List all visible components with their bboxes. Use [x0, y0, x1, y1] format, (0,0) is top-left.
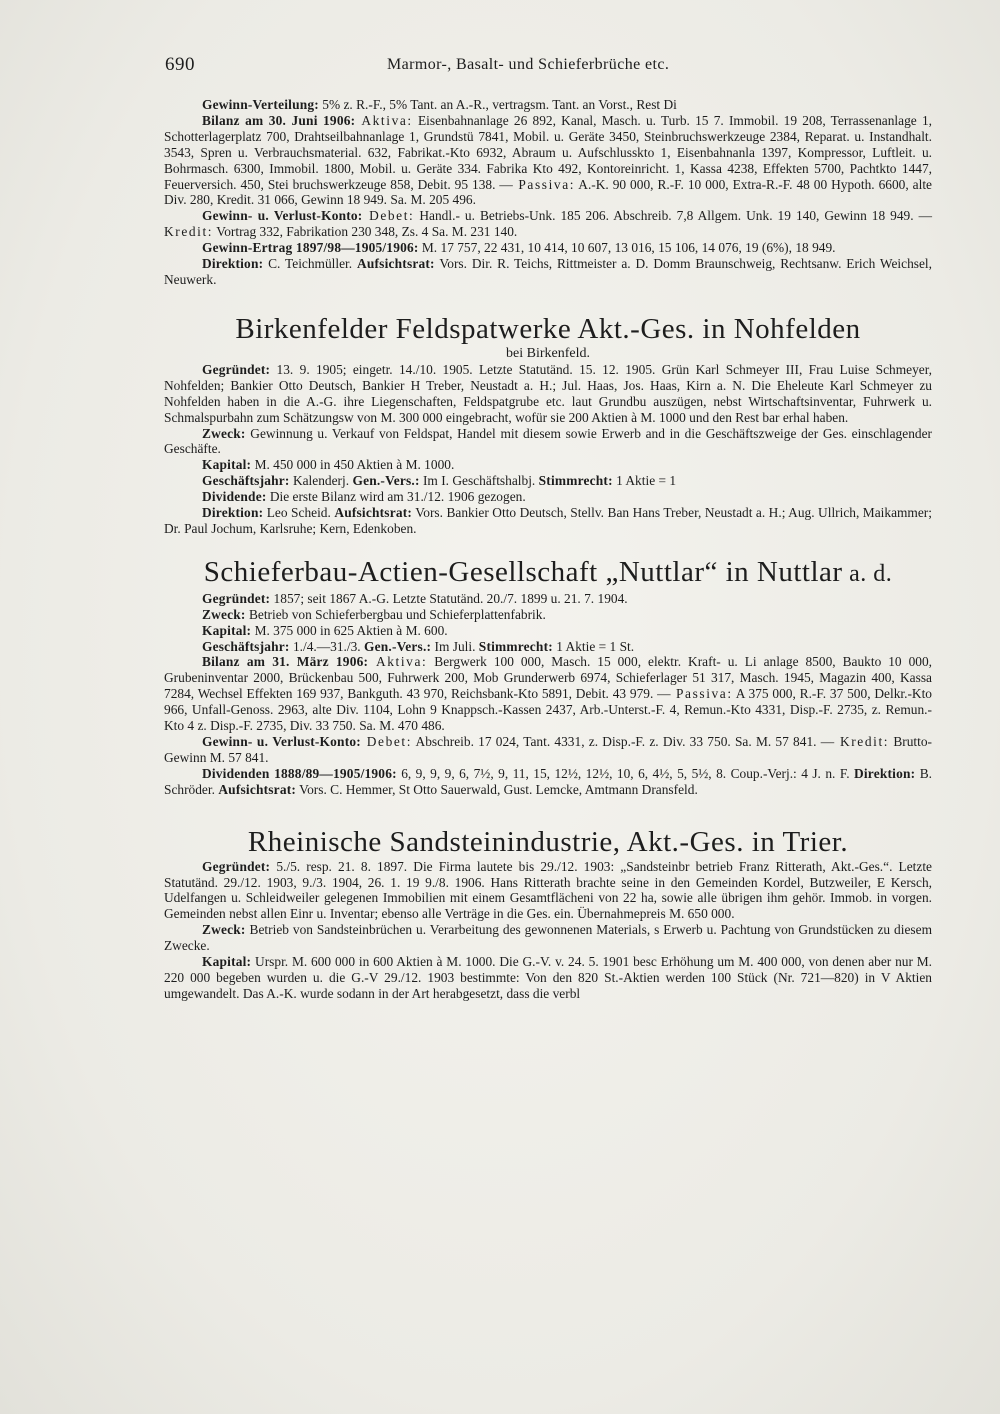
field-label: Gegründet: — [202, 361, 271, 377]
paragraph-purpose — [164, 922, 932, 954]
field-label: Aufsichtsrat: — [356, 256, 435, 272]
running-head: Marmor-, Basalt- und Schieferbrüche etc. — [387, 56, 670, 73]
entry-birkenfelder — [164, 312, 932, 537]
field-text: A.-K. 90 000, R.-F. 10 000, Extra-R.-F. 48 00 Hypoth. 6600, alte Div. 280, Kredit. 31 066, Gewinn 18 949. Sa. M. 205 496. — [164, 176, 932, 208]
field-text: Die erste Bilanz wird am 31./12. 1906 gezogen. — [266, 489, 526, 505]
field-label: Stimmrecht: — [478, 638, 553, 654]
field-text: 5./5. resp. 21. 8. 1897. Die Firma lautete bis 29./12. 1903: „Sandsteinbr betrieb Franz Ritterath, Akt.-Ges.“. Letzte Statutänd. 29./12. 1903, 9./3. 1904, 26. 1. 19 9./8. 1906. Hans Ritterath brachte seine in den Gemeinden Kordel, Butzweiler, E Kersch, Udelfangen u. Schleidweiler gelegenen Immobilien mit einem Gesamtflächeni von 22 ha, sowie alle übrigen ihm gehör. Immob. in vorgen. Gemeinden nebst allen Einr u. Inventar; ebenso alle Verträge in die Ges. ein. Übernahmepreis M. 650 000. — [164, 858, 932, 922]
paragraph-management — [164, 505, 932, 537]
entry-title: Rheinische Sandsteinindustrie, Akt.-Ges. in Trier. — [247, 825, 849, 858]
field-text: Betrieb von Schieferbergbau und Schieferplattenfabrik. — [245, 606, 546, 622]
entry-title-main: Schieferbau-Actien-Gesellschaft „Nuttlar“ in Nuttlar — [203, 555, 843, 588]
field-label: Zweck: — [202, 922, 246, 938]
field-text: M. 375 000 in 625 Aktien à M. 600. — [251, 622, 448, 638]
paragraph-profit-distribution — [164, 97, 932, 113]
field-text: 5% z. R.-F., 5% Tant. an A.-R., vertragsm. Tant. an Vorst., Rest Di — [318, 97, 677, 112]
field-label: Aufsichtsrat: — [334, 505, 413, 521]
field-label: Kapital: — [202, 457, 252, 473]
field-text: 13. 9. 1905; eingetr. 14./10. 1905. Letzte Statutänd. 15. 12. 1905. Grün Karl Schmeyer III, Frau Luise Schmeyer, Nohfelden; Bankier Otto Deutsch, Bankier H Treber, Neustadt a. H.; Jul. Haas, Jos. Haas, Kirn a. N. Die Eheleute Karl Schmeyer zu Nohfelden haben in die A.-G. ihre Liegenschaften, Feldspatgrube etc. laut Grundbu auszügen, nebst Wirtschaftsinventar, Fuhrwerk u. Schmalspurbahn zum Schätzungsw von M. 300 000 eingebracht, wofür sie 200 Aktien à M. 1000 und den Rest bar erhal haben. — [164, 361, 932, 425]
field-spaced: Debet: — [362, 208, 415, 224]
field-label: Gen.-Vers.: — [364, 638, 432, 654]
field-label: Gen.-Vers.: — [352, 473, 420, 489]
field-text: Leo Scheid. — [263, 505, 331, 521]
field-text: Im I. Geschäftshalbj. — [419, 473, 536, 489]
field-text: Im Juli. — [431, 638, 476, 654]
field-text: 1./4.—31./3. — [289, 638, 361, 654]
field-text: B. Schröder. — [164, 765, 932, 797]
field-text: 1857; seit 1867 A.-G. Letzte Statutänd. 20./7. 1899 u. 21. 7. 1904. — [270, 590, 628, 606]
field-text: Abschreib. 17 024, Tant. 4331, z. Disp.-F. z. Div. 33 750. Sa. M. 57 841. — — [412, 734, 835, 749]
paragraph-fiscal-year — [164, 639, 932, 655]
field-label: Gewinn- u. Verlust-Konto: — [202, 208, 363, 224]
field-text: Gewinnung u. Verkauf von Feldspat, Handel mit diesem sowie Erwerb and in die Geschäftszweige der Ges. einschlagender Geschäfte. — [164, 425, 932, 457]
field-label: Direktion: — [854, 765, 916, 781]
field-label: Dividende: — [202, 489, 267, 505]
field-text: M. 450 000 in 450 Aktien à M. 1000. — [251, 457, 455, 473]
field-label: Zweck: — [202, 606, 246, 622]
paragraph-balance — [164, 654, 932, 734]
field-label: Kapital: — [202, 622, 252, 638]
paragraph-profit-loss — [164, 208, 932, 240]
field-label: Direktion: — [202, 256, 264, 272]
spacer — [164, 798, 932, 825]
spacer — [164, 537, 932, 555]
entry-subtitle: bei Birkenfeld. — [506, 345, 590, 361]
field-text: 1 Aktie = 1 — [612, 473, 677, 489]
paragraph-balance — [164, 113, 932, 208]
field-text: Betrieb von Sandsteinbrüchen u. Verarbeitung des gewonnenen Materials, s Erwerb u. Pachtung von Grundstücken zu diesem Zwecke. — [164, 922, 932, 954]
field-text: Kalenderj. — [289, 473, 350, 489]
page-header — [165, 54, 925, 80]
field-text: Urspr. M. 600 000 in 600 Aktien à M. 1000. Die G.-V. v. 24. 5. 1901 besc Erhöhung um M. 400 000, von denen aber nur M. 220 000 begeben wurden u. die G.-V 29./12. 1903 bestimmte: Von den 820 St.-Aktien werden 100 Stück (Nr. 721—820) in V Aktien umgewandelt. Das A.-K. wurde sodann in der Art herabgesetzt, dass die verbl — [164, 954, 932, 1001]
field-text: Bergwerk 100 000, Masch. 15 000, elektr. Kraft- u. Li anlage 8500, Baukto 10 000, Grubeninventar 2000, Brückenbau 500, Fuhrwerk 200, Mob Grunderwerb 6974, Schieferlager 51 317, Masch. 1945, Magazin 400, Kassa 7284, Wechsel Effekten 169 937, Bankguth. 43 970, Reichsbank-Kto 5891, Debit. 43 979. — — [164, 654, 933, 702]
paragraph-dividends — [164, 766, 932, 798]
field-label: Direktion: — [202, 505, 264, 521]
entry-title — [164, 555, 932, 591]
field-label: Geschäftsjahr: — [202, 473, 290, 489]
field-label: Gewinn-Verteilung: — [202, 97, 319, 112]
paragraph-management — [164, 256, 932, 288]
field-label: Gegründet: — [202, 858, 271, 874]
entry-title: Birkenfelder Feldspatwerke Akt.-Ges. in Nohfelden — [235, 312, 861, 345]
field-label: Zweck: — [202, 425, 246, 441]
paragraph-profit-loss — [164, 734, 932, 766]
field-spaced: Aktiva: — [368, 654, 428, 670]
paragraph-capital — [164, 623, 932, 639]
field-text: Handl.- u. Betriebs-Unk. 185 206. Abschreib. 7,8 Allgem. Unk. 19 140, Gewinn 18 949. — — [414, 208, 932, 224]
field-label: Gewinn- u. Verlust-Konto: — [202, 734, 361, 749]
field-spaced: Kredit: — [164, 224, 214, 240]
page-body — [164, 97, 932, 1002]
paragraph-founded — [164, 859, 932, 923]
field-label: Gegründet: — [202, 590, 271, 606]
entry-continuation — [164, 97, 932, 288]
field-spaced: Debet: — [360, 734, 413, 749]
field-text: Eisenbahnanlage 26 892, Kanal, Masch. u. Turb. 15 7. Immobil. 19 208, Terrassenanlage 1, Schotterlagerplatz 700, Drahtseilbahnanlage 1, Grundstü 7841, Mobil. u. Geräte 3450, Steinbruchswerkzeuge 2384, Reparat. u. Instandhalt. 3543, Spren u. Verbrauchsmaterial. 632, Fabrikat.-Kto 6932, Abraum u. Aufschlusskto 1, Eisenbahnanla 1397, Kompressor, Luftleit. u. Bohrmasch. 6300, Immobil. 1800, Mobil. u. Geräte 334. Fabrika Kto 492, Kontoreinricht. 1, Kassa 4238, Effekten 5700, Pachtkto 1447, Feuerversich. 450, Stei bruchswerkzeuge 858, Debit. 95 138. — — [164, 112, 932, 192]
field-label: Kapital: — [202, 954, 252, 970]
field-label: Aufsichtsrat: — [218, 781, 297, 797]
paragraph-dividend — [164, 489, 932, 505]
field-spaced: Aktiva: — [355, 112, 413, 128]
entry-title-suffix: a. d. — [842, 560, 893, 587]
field-label: Dividenden 1888/89—1905/1906: — [202, 765, 397, 781]
field-text: C. Teichmüller. — [263, 256, 353, 272]
paragraph-purpose — [164, 607, 932, 623]
entry-nuttlar — [164, 555, 932, 798]
entry-rheinische — [164, 825, 932, 1002]
page-number: 690 — [165, 54, 195, 75]
paragraph-yield — [164, 240, 932, 256]
field-text: Vortrag 332, Fabrikation 230 348, Zs. 4 Sa. M. 231 140. — [213, 224, 518, 240]
spacer — [164, 288, 932, 312]
paragraph-capital — [164, 954, 932, 1002]
field-spaced: Passiva: — [512, 176, 576, 192]
field-text: A 375 000, R.-F. 37 500, Delkr.-Kto 966, Unfall-Genoss. 2963, alte Div. 1104, Lohn 9 Knappsch.-Kassen 2437, Arb.-Unterst.-F. 4, Remun.-Kto 4331, Disp.-F. 2735, z. Remun.-Kto 4 z. Disp.-F. 2735, Div. 33 750. Sa. M. 470 486. — [164, 686, 932, 734]
field-spaced: Kredit: — [834, 734, 890, 749]
field-label: Bilanz am 31. März 1906: — [202, 654, 369, 670]
field-text: 1 Aktie = 1 St. — [552, 638, 635, 654]
field-spaced: Passiva: — [670, 686, 733, 702]
paragraph-capital — [164, 457, 932, 473]
field-label: Stimmrecht: — [538, 473, 613, 489]
field-label: Gewinn-Ertrag 1897/98—1905/1906: — [202, 240, 419, 256]
field-label: Bilanz am 30. Juni 1906: — [202, 112, 356, 128]
field-label: Geschäftsjahr: — [202, 638, 290, 654]
field-text: Vors. Dir. R. Teichs, Rittmeister a. D. Domm Braunschweig, Rechtsanw. Erich Weichsel, Neuwerk. — [164, 256, 932, 287]
paragraph-purpose — [164, 426, 932, 458]
field-text: Brutto-Gewinn M. 57 841. — [164, 734, 933, 765]
paragraph-founded — [164, 591, 932, 607]
field-text: Vors. C. Hemmer, St Otto Sauerwald, Gust. Lemcke, Amtmann Dransfeld. — [296, 781, 698, 797]
field-text: 6, 9, 9, 9, 6, 7½, 9, 11, 15, 12½, 12½, 10, 6, 4½, 5, 5½, 8. Coup.-Verj.: 4 J. n. F. — [396, 765, 850, 781]
field-text: M. 17 757, 22 431, 10 414, 10 607, 13 016, 15 106, 14 076, 19 (6%), 18 949. — [418, 240, 836, 256]
field-text: Vors. Bankier Otto Deutsch, Stellv. Ban Hans Treber, Neustadt a. H.; Aug. Ullrich, Maikammer; Dr. Paul Jochum, Karlsruhe; Kern, Edenkoben. — [164, 505, 932, 536]
paragraph-fiscal-year — [164, 473, 932, 489]
paragraph-founded — [164, 362, 932, 426]
